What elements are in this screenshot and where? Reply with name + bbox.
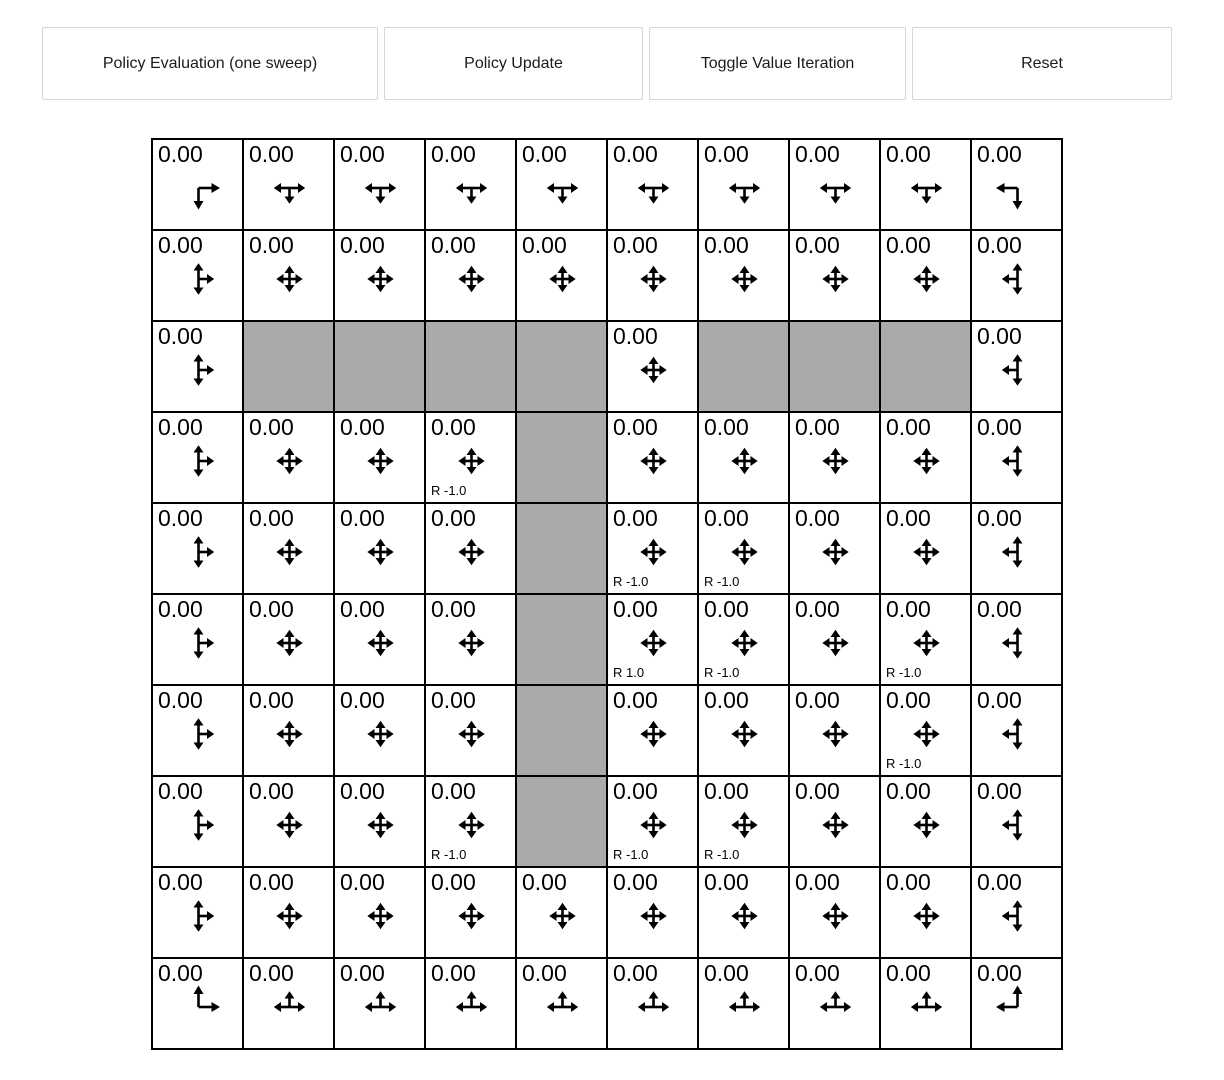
cell-value: 0.00	[795, 687, 840, 713]
grid-cell[interactable]	[880, 139, 971, 230]
policy-arrows-icon	[699, 959, 790, 1050]
cell-value: 0.00	[795, 505, 840, 531]
cell-value: 0.00	[704, 141, 749, 167]
grid-cell[interactable]	[789, 685, 880, 776]
cell-value: 0.00	[158, 232, 203, 258]
grid-cell[interactable]	[425, 412, 516, 503]
policy-arrows-icon	[972, 140, 1063, 231]
grid-cell[interactable]	[425, 139, 516, 230]
grid-cell[interactable]	[607, 230, 698, 321]
cell-value: 0.00	[795, 596, 840, 622]
cell-value: 0.00	[886, 960, 931, 986]
policy-arrows-icon	[790, 777, 881, 868]
policy-arrows-icon	[790, 413, 881, 504]
cell-value: 0.00	[795, 778, 840, 804]
grid-cell[interactable]	[971, 867, 1062, 958]
policy-arrows-icon	[153, 413, 244, 504]
cell-value: 0.00	[522, 869, 567, 895]
policy-arrows-icon	[426, 686, 517, 777]
policy-arrows-icon	[244, 686, 335, 777]
policy-arrows-icon	[244, 231, 335, 322]
grid-cell[interactable]	[243, 776, 334, 867]
policy-arrows-icon	[881, 140, 972, 231]
grid-cell[interactable]	[243, 230, 334, 321]
cell-value: 0.00	[158, 687, 203, 713]
grid-cell[interactable]	[880, 594, 971, 685]
policy-arrows-icon	[972, 959, 1063, 1050]
policy-arrows-icon	[972, 231, 1063, 322]
cell-value: 0.00	[249, 414, 294, 440]
cell-value: 0.00	[522, 960, 567, 986]
grid-cell[interactable]	[607, 503, 698, 594]
cell-value: 0.00	[886, 232, 931, 258]
policy-arrows-icon	[608, 959, 699, 1050]
grid-cell[interactable]	[971, 776, 1062, 867]
cell-value: 0.00	[886, 778, 931, 804]
grid-cell[interactable]	[334, 594, 425, 685]
grid-cell[interactable]	[880, 685, 971, 776]
cell-value: 0.00	[340, 414, 385, 440]
grid-cell[interactable]	[243, 867, 334, 958]
policy-arrows-icon	[335, 231, 426, 322]
grid-cell[interactable]	[152, 139, 243, 230]
grid-cell[interactable]	[152, 412, 243, 503]
cell-value: 0.00	[613, 596, 658, 622]
policy-arrows-icon	[335, 777, 426, 868]
grid-cell[interactable]	[971, 139, 1062, 230]
policy-arrows-icon	[699, 868, 790, 959]
grid-cell[interactable]	[243, 503, 334, 594]
grid-cell[interactable]	[880, 412, 971, 503]
wall-cell[interactable]	[516, 412, 607, 503]
cell-value: 0.00	[158, 960, 203, 986]
wall-cell[interactable]	[698, 321, 789, 412]
policy-arrows-icon	[426, 140, 517, 231]
cell-value: 0.00	[613, 141, 658, 167]
cell-value: 0.00	[977, 505, 1022, 531]
cell-value: 0.00	[249, 869, 294, 895]
cell-value: 0.00	[613, 505, 658, 531]
grid-cell[interactable]	[880, 958, 971, 1049]
wall-cell[interactable]	[516, 776, 607, 867]
grid-cell[interactable]	[971, 503, 1062, 594]
policy-arrows-icon	[335, 140, 426, 231]
cell-value: 0.00	[613, 323, 658, 349]
grid-cell[interactable]	[334, 685, 425, 776]
policy-arrows-icon	[608, 868, 699, 959]
cell-reward-label: R -1.0	[431, 847, 467, 862]
policy-arrows-icon	[881, 777, 972, 868]
cell-value: 0.00	[340, 778, 385, 804]
cell-value: 0.00	[613, 232, 658, 258]
cell-value: 0.00	[704, 687, 749, 713]
policy-arrows-icon	[244, 868, 335, 959]
policy-arrows-icon	[335, 959, 426, 1050]
grid-cell[interactable]	[152, 776, 243, 867]
grid-cell[interactable]	[243, 139, 334, 230]
policy-arrows-icon	[790, 504, 881, 595]
policy-arrows-icon	[153, 686, 244, 777]
cell-value: 0.00	[431, 596, 476, 622]
cell-value: 0.00	[340, 960, 385, 986]
policy-arrows-icon	[881, 504, 972, 595]
cell-reward-label: R -1.0	[704, 665, 740, 680]
cell-value: 0.00	[158, 141, 203, 167]
cell-value: 0.00	[431, 141, 476, 167]
policy-arrows-icon	[972, 413, 1063, 504]
grid-cell[interactable]	[243, 685, 334, 776]
cell-reward-label: R -1.0	[613, 847, 649, 862]
policy-arrows-icon	[517, 959, 608, 1050]
cell-reward-label: R 1.0	[613, 665, 645, 680]
cell-value: 0.00	[431, 960, 476, 986]
policy-arrows-icon	[972, 868, 1063, 959]
grid-cell[interactable]	[880, 867, 971, 958]
grid-cell[interactable]	[334, 230, 425, 321]
policy-arrows-icon	[153, 322, 244, 413]
cell-value: 0.00	[249, 596, 294, 622]
policy-arrows-icon	[699, 413, 790, 504]
policy-arrows-icon	[517, 231, 608, 322]
cell-value: 0.00	[249, 505, 294, 531]
wall-cell[interactable]	[425, 321, 516, 412]
cell-value: 0.00	[249, 141, 294, 167]
grid-cell[interactable]	[607, 958, 698, 1049]
cell-value: 0.00	[977, 687, 1022, 713]
cell-value: 0.00	[431, 414, 476, 440]
policy-arrows-icon	[153, 140, 244, 231]
grid-cell[interactable]	[880, 230, 971, 321]
grid-cell[interactable]	[880, 503, 971, 594]
cell-value: 0.00	[704, 960, 749, 986]
grid-cell[interactable]	[152, 685, 243, 776]
policy-arrows-icon	[426, 231, 517, 322]
policy-arrows-icon	[153, 595, 244, 686]
cell-value: 0.00	[613, 778, 658, 804]
policy-arrows-icon	[153, 868, 244, 959]
cell-value: 0.00	[886, 869, 931, 895]
cell-value: 0.00	[977, 414, 1022, 440]
policy-arrows-icon	[244, 595, 335, 686]
grid-cell[interactable]	[243, 594, 334, 685]
grid-cell[interactable]	[243, 958, 334, 1049]
cell-value: 0.00	[249, 232, 294, 258]
cell-value: 0.00	[704, 869, 749, 895]
grid-cell[interactable]	[425, 958, 516, 1049]
grid-cell[interactable]	[607, 685, 698, 776]
grid-cell[interactable]	[971, 321, 1062, 412]
grid-cell[interactable]	[243, 412, 334, 503]
policy-arrows-icon	[699, 686, 790, 777]
cell-value: 0.00	[704, 778, 749, 804]
grid-cell[interactable]	[789, 230, 880, 321]
cell-value: 0.00	[522, 232, 567, 258]
cell-value: 0.00	[977, 323, 1022, 349]
cell-value: 0.00	[795, 141, 840, 167]
grid-cell[interactable]	[152, 230, 243, 321]
cell-value: 0.00	[795, 414, 840, 440]
grid-cell[interactable]	[152, 958, 243, 1049]
reset-button[interactable]: Reset	[912, 27, 1172, 100]
grid-cell[interactable]	[971, 958, 1062, 1049]
policy-arrows-icon	[153, 504, 244, 595]
grid-cell[interactable]	[334, 776, 425, 867]
cell-value: 0.00	[431, 687, 476, 713]
cell-value: 0.00	[158, 869, 203, 895]
grid-cell[interactable]	[334, 412, 425, 503]
grid-cell[interactable]	[698, 776, 789, 867]
policy-arrows-icon	[426, 868, 517, 959]
grid-cell[interactable]	[152, 594, 243, 685]
policy-arrows-icon	[244, 777, 335, 868]
cell-value: 0.00	[249, 687, 294, 713]
cell-value: 0.00	[886, 505, 931, 531]
grid-cell[interactable]	[698, 412, 789, 503]
policy-arrows-icon	[881, 413, 972, 504]
grid-cell[interactable]	[334, 958, 425, 1049]
cell-value: 0.00	[158, 596, 203, 622]
cell-value: 0.00	[431, 505, 476, 531]
cell-value: 0.00	[340, 687, 385, 713]
cell-value: 0.00	[886, 687, 931, 713]
grid-cell[interactable]	[789, 867, 880, 958]
cell-value: 0.00	[340, 869, 385, 895]
cell-value: 0.00	[704, 414, 749, 440]
cell-value: 0.00	[431, 869, 476, 895]
cell-value: 0.00	[340, 141, 385, 167]
cell-reward-label: R -1.0	[613, 574, 649, 589]
policy-arrows-icon	[699, 140, 790, 231]
grid-cell[interactable]	[698, 230, 789, 321]
grid-cell[interactable]	[971, 230, 1062, 321]
cell-reward-label: R -1.0	[886, 756, 922, 771]
grid-cell[interactable]	[516, 139, 607, 230]
policy-arrows-icon	[790, 959, 881, 1050]
cell-value: 0.00	[886, 596, 931, 622]
cell-value: 0.00	[340, 505, 385, 531]
grid-cell[interactable]	[516, 230, 607, 321]
wall-cell[interactable]	[516, 321, 607, 412]
grid-cell[interactable]	[425, 503, 516, 594]
cell-value: 0.00	[158, 414, 203, 440]
policy-arrows-icon	[517, 140, 608, 231]
policy-arrows-icon	[153, 231, 244, 322]
policy-arrows-icon	[244, 140, 335, 231]
wall-cell[interactable]	[880, 321, 971, 412]
grid-cell[interactable]	[516, 867, 607, 958]
cell-value: 0.00	[886, 414, 931, 440]
policy-arrows-icon	[790, 686, 881, 777]
grid-cell[interactable]	[971, 685, 1062, 776]
cell-value: 0.00	[977, 960, 1022, 986]
cell-value: 0.00	[977, 778, 1022, 804]
policy-arrows-icon	[608, 413, 699, 504]
policy-arrows-icon	[244, 413, 335, 504]
grid-cell[interactable]	[334, 867, 425, 958]
policy-arrows-icon	[244, 959, 335, 1050]
grid-cell[interactable]	[425, 685, 516, 776]
policy-arrows-icon	[335, 504, 426, 595]
grid-cell[interactable]	[698, 958, 789, 1049]
grid-cell[interactable]	[698, 867, 789, 958]
grid-cell[interactable]	[789, 776, 880, 867]
cell-value: 0.00	[158, 778, 203, 804]
policy-arrows-icon	[699, 231, 790, 322]
grid-cell[interactable]	[971, 594, 1062, 685]
grid-cell[interactable]	[789, 412, 880, 503]
cell-value: 0.00	[431, 778, 476, 804]
policy-arrows-icon	[608, 140, 699, 231]
grid-cell[interactable]	[516, 958, 607, 1049]
policy-update-button[interactable]: Policy Update	[384, 27, 643, 100]
policy-arrows-icon	[153, 777, 244, 868]
wall-cell[interactable]	[789, 321, 880, 412]
policy-arrows-icon	[153, 959, 244, 1050]
wall-cell[interactable]	[516, 594, 607, 685]
cell-value: 0.00	[795, 869, 840, 895]
grid-cell[interactable]	[334, 139, 425, 230]
cell-value: 0.00	[977, 141, 1022, 167]
grid-cell[interactable]	[698, 685, 789, 776]
cell-value: 0.00	[249, 778, 294, 804]
wall-cell[interactable]	[334, 321, 425, 412]
cell-value: 0.00	[340, 596, 385, 622]
grid-cell[interactable]	[334, 503, 425, 594]
cell-reward-label: R -1.0	[886, 665, 922, 680]
grid-cell[interactable]	[607, 139, 698, 230]
cell-value: 0.00	[431, 232, 476, 258]
cell-value: 0.00	[613, 414, 658, 440]
toggle-value-iteration-button[interactable]: Toggle Value Iteration	[649, 27, 906, 100]
policy-arrows-icon	[426, 595, 517, 686]
policy-arrows-icon	[972, 686, 1063, 777]
grid-cell[interactable]	[880, 776, 971, 867]
policy-arrows-icon	[426, 959, 517, 1050]
policy-arrows-icon	[517, 868, 608, 959]
cell-value: 0.00	[977, 232, 1022, 258]
cell-value: 0.00	[704, 505, 749, 531]
cell-value: 0.00	[977, 596, 1022, 622]
grid-cell[interactable]	[425, 776, 516, 867]
wall-cell[interactable]	[516, 503, 607, 594]
grid-cell[interactable]	[607, 412, 698, 503]
cell-value: 0.00	[158, 323, 203, 349]
policy-arrows-icon	[790, 231, 881, 322]
policy-arrows-icon	[790, 595, 881, 686]
policy-arrows-icon	[335, 413, 426, 504]
grid-cell[interactable]	[152, 867, 243, 958]
wall-cell[interactable]	[243, 321, 334, 412]
cell-value: 0.00	[704, 596, 749, 622]
policy-arrows-icon	[972, 322, 1063, 413]
policy-arrows-icon	[790, 868, 881, 959]
cell-value: 0.00	[795, 232, 840, 258]
policy-arrows-icon	[335, 868, 426, 959]
cell-reward-label: R -1.0	[431, 483, 467, 498]
grid-cell[interactable]	[698, 594, 789, 685]
cell-value: 0.00	[340, 232, 385, 258]
grid-cell[interactable]	[698, 503, 789, 594]
cell-value: 0.00	[613, 687, 658, 713]
cell-reward-label: R -1.0	[704, 847, 740, 862]
cell-value: 0.00	[795, 960, 840, 986]
cell-value: 0.00	[249, 960, 294, 986]
policy-arrows-icon	[972, 777, 1063, 868]
cell-value: 0.00	[704, 232, 749, 258]
grid-cell[interactable]	[425, 867, 516, 958]
cell-value: 0.00	[886, 141, 931, 167]
grid-cell[interactable]	[698, 139, 789, 230]
policy-arrows-icon	[881, 231, 972, 322]
cell-value: 0.00	[613, 869, 658, 895]
policy-arrows-icon	[608, 322, 699, 413]
policy-arrows-icon	[335, 595, 426, 686]
grid-cell[interactable]	[607, 776, 698, 867]
grid-cell[interactable]	[789, 594, 880, 685]
toolbar	[42, 27, 1172, 100]
policy-arrows-icon	[972, 595, 1063, 686]
policy-arrows-icon	[881, 868, 972, 959]
policy-arrows-icon	[335, 686, 426, 777]
policy-arrows-icon	[608, 231, 699, 322]
grid-cell[interactable]	[607, 321, 698, 412]
grid-cell[interactable]	[152, 503, 243, 594]
policy-evaluation-button[interactable]: Policy Evaluation (one sweep)	[42, 27, 378, 100]
policy-arrows-icon	[608, 686, 699, 777]
gridworld-grid	[151, 138, 1063, 1050]
policy-arrows-icon	[790, 140, 881, 231]
grid-cell[interactable]	[607, 867, 698, 958]
cell-value: 0.00	[158, 505, 203, 531]
policy-arrows-icon	[244, 504, 335, 595]
grid-cell[interactable]	[789, 503, 880, 594]
cell-value: 0.00	[977, 869, 1022, 895]
cell-value: 0.00	[613, 960, 658, 986]
grid-cell[interactable]	[971, 412, 1062, 503]
wall-cell[interactable]	[516, 685, 607, 776]
grid-cell[interactable]	[425, 594, 516, 685]
policy-arrows-icon	[426, 504, 517, 595]
policy-arrows-icon	[972, 504, 1063, 595]
policy-arrows-icon	[881, 959, 972, 1050]
grid-cell[interactable]	[789, 139, 880, 230]
grid-cell[interactable]	[425, 230, 516, 321]
cell-reward-label: R -1.0	[704, 574, 740, 589]
cell-value: 0.00	[522, 141, 567, 167]
grid-cell[interactable]	[607, 594, 698, 685]
grid-cell[interactable]	[152, 321, 243, 412]
grid-cell[interactable]	[789, 958, 880, 1049]
